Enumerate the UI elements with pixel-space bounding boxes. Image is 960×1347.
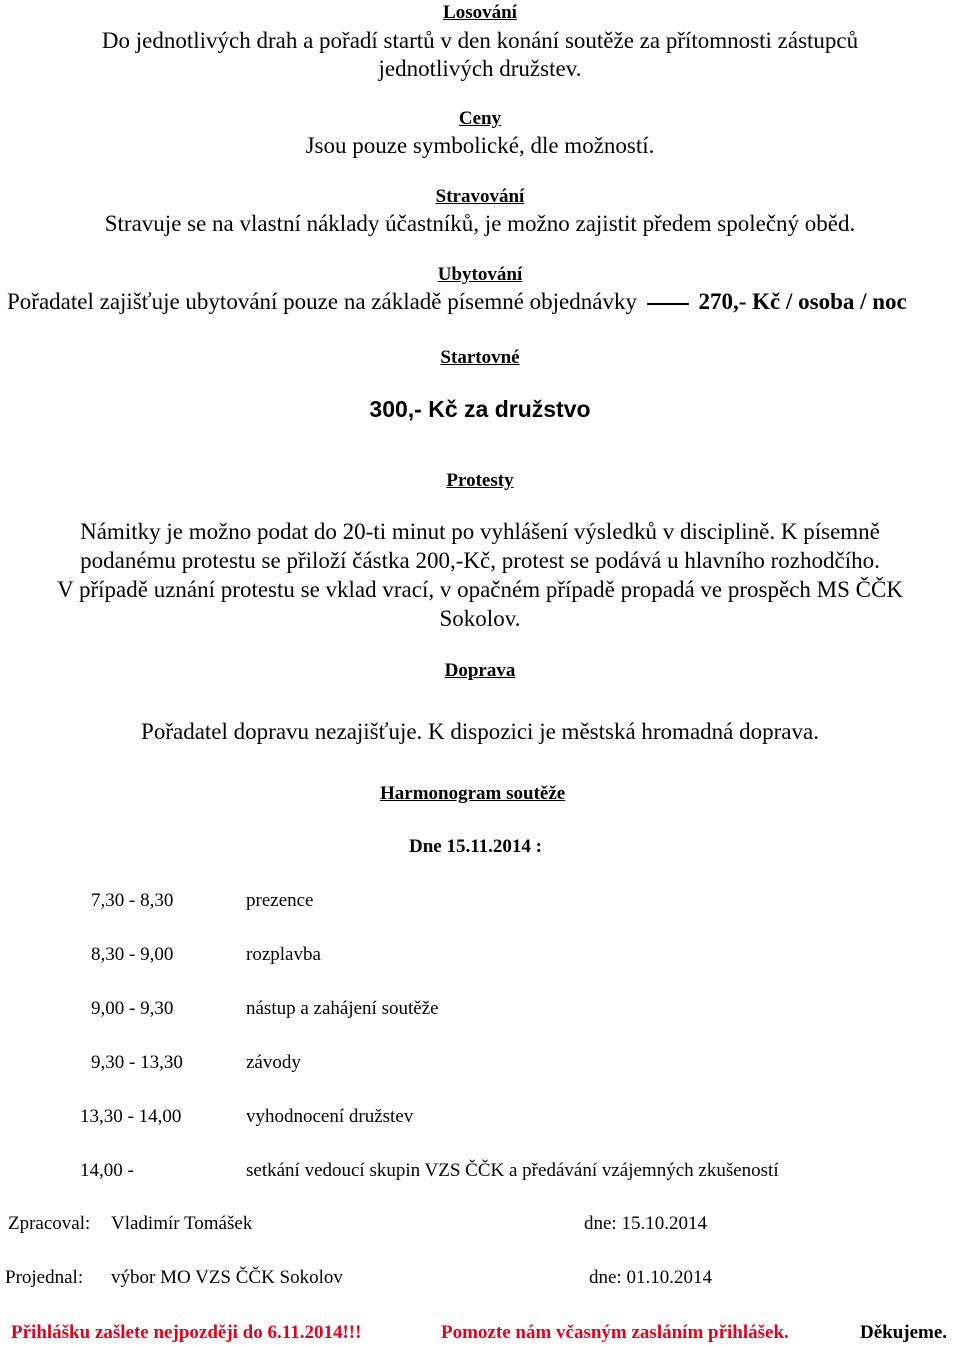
ubytovani-dash [647, 303, 689, 305]
schedule-time: 9,30 - 13,30 [91, 1052, 183, 1073]
schedule-activity: vyhodnocení družstev [246, 1106, 414, 1127]
schedule-activity: rozplavba [246, 944, 321, 965]
schedule-time: 7,30 - 8,30 [91, 890, 174, 911]
protesty-line1: Námitky je možno podat do 20-ti minut po vyhlášení výsledků v disciplině. K písemně [80, 519, 880, 544]
projednal-name: výbor MO VZS ČČK Sokolov [111, 1267, 343, 1288]
zpracoval-name: Vladimír Tomášek [111, 1213, 253, 1234]
protesty-line4: Sokolov. [439, 606, 521, 631]
zpracoval-date: dne: 15.10.2014 [584, 1213, 707, 1234]
ubytovani-text [7, 288, 907, 315]
ubytovani-text-main: Pořadatel zajišťuje ubytování pouze na základě písemné objednávky [7, 289, 637, 314]
schedule-activity: nástup a zahájení soutěže [246, 998, 439, 1019]
ubytovani-price: 270,- Kč / osoba / noc [698, 289, 907, 314]
zpracoval-label: Zpracoval: [8, 1213, 91, 1234]
losovani-line1: Do jednotlivých drah a pořadí startů v den konání soutěže za přítomnosti zástupců [101, 28, 859, 53]
schedule-activity: závody [246, 1052, 301, 1073]
schedule-activity: prezence [246, 890, 314, 911]
doprava-text: Pořadatel dopravu nezajišťuje. K dispozici je městská hromadná doprava. [141, 719, 819, 744]
ceny-text: Jsou pouze symbolické, dle možností. [305, 133, 655, 158]
protesty-heading: Protesty [446, 470, 514, 491]
harmonogram-date: Dne 15.11.2014 : [409, 836, 542, 857]
doprava-heading: Doprava [444, 660, 516, 681]
stravovani-heading: Stravování [435, 186, 525, 207]
ubytovani-heading: Ubytování [437, 264, 523, 285]
losovani-heading: Losování [443, 2, 517, 23]
schedule-activity: setkání vedoucí skupin VZS ČČK a předávání vzájemných zkušeností [246, 1160, 779, 1181]
schedule-time: 14,00 - [80, 1160, 134, 1181]
losovani-line2: jednotlivých družstev. [378, 56, 582, 81]
deadline-notice: Přihlášku zašlete nejpozději do 6.11.2014!!! [11, 1322, 362, 1343]
startovne-amount: 300,- Kč za družstvo [369, 396, 591, 422]
encouragement-notice: Pomozte nám včasným zasláním přihlášek. [441, 1322, 789, 1343]
projednal-label: Projednal: [5, 1267, 84, 1288]
ceny-heading: Ceny [458, 108, 502, 129]
schedule-time: 8,30 - 9,00 [91, 944, 174, 965]
schedule-time: 9,00 - 9,30 [91, 998, 174, 1019]
harmonogram-heading: Harmonogram soutěže [380, 783, 566, 804]
schedule-time: 13,30 - 14,00 [80, 1106, 182, 1127]
protesty-line3: V případě uznání protestu se vklad vrací, v opačném případě propadá ve prospěch MS ČČK [57, 577, 903, 602]
startovne-heading: Startovné [440, 347, 520, 368]
protesty-line2: podanému protestu se přiloží částka 200,-Kč, protest se podává u hlavního rozhodčího. [80, 548, 880, 573]
stravovani-text: Stravuje se na vlastní náklady účastníků, je možno zajistit předem společný oběd. [104, 211, 856, 236]
projednal-date: dne: 01.10.2014 [589, 1267, 712, 1288]
thanks-text: Děkujeme. [860, 1322, 948, 1343]
